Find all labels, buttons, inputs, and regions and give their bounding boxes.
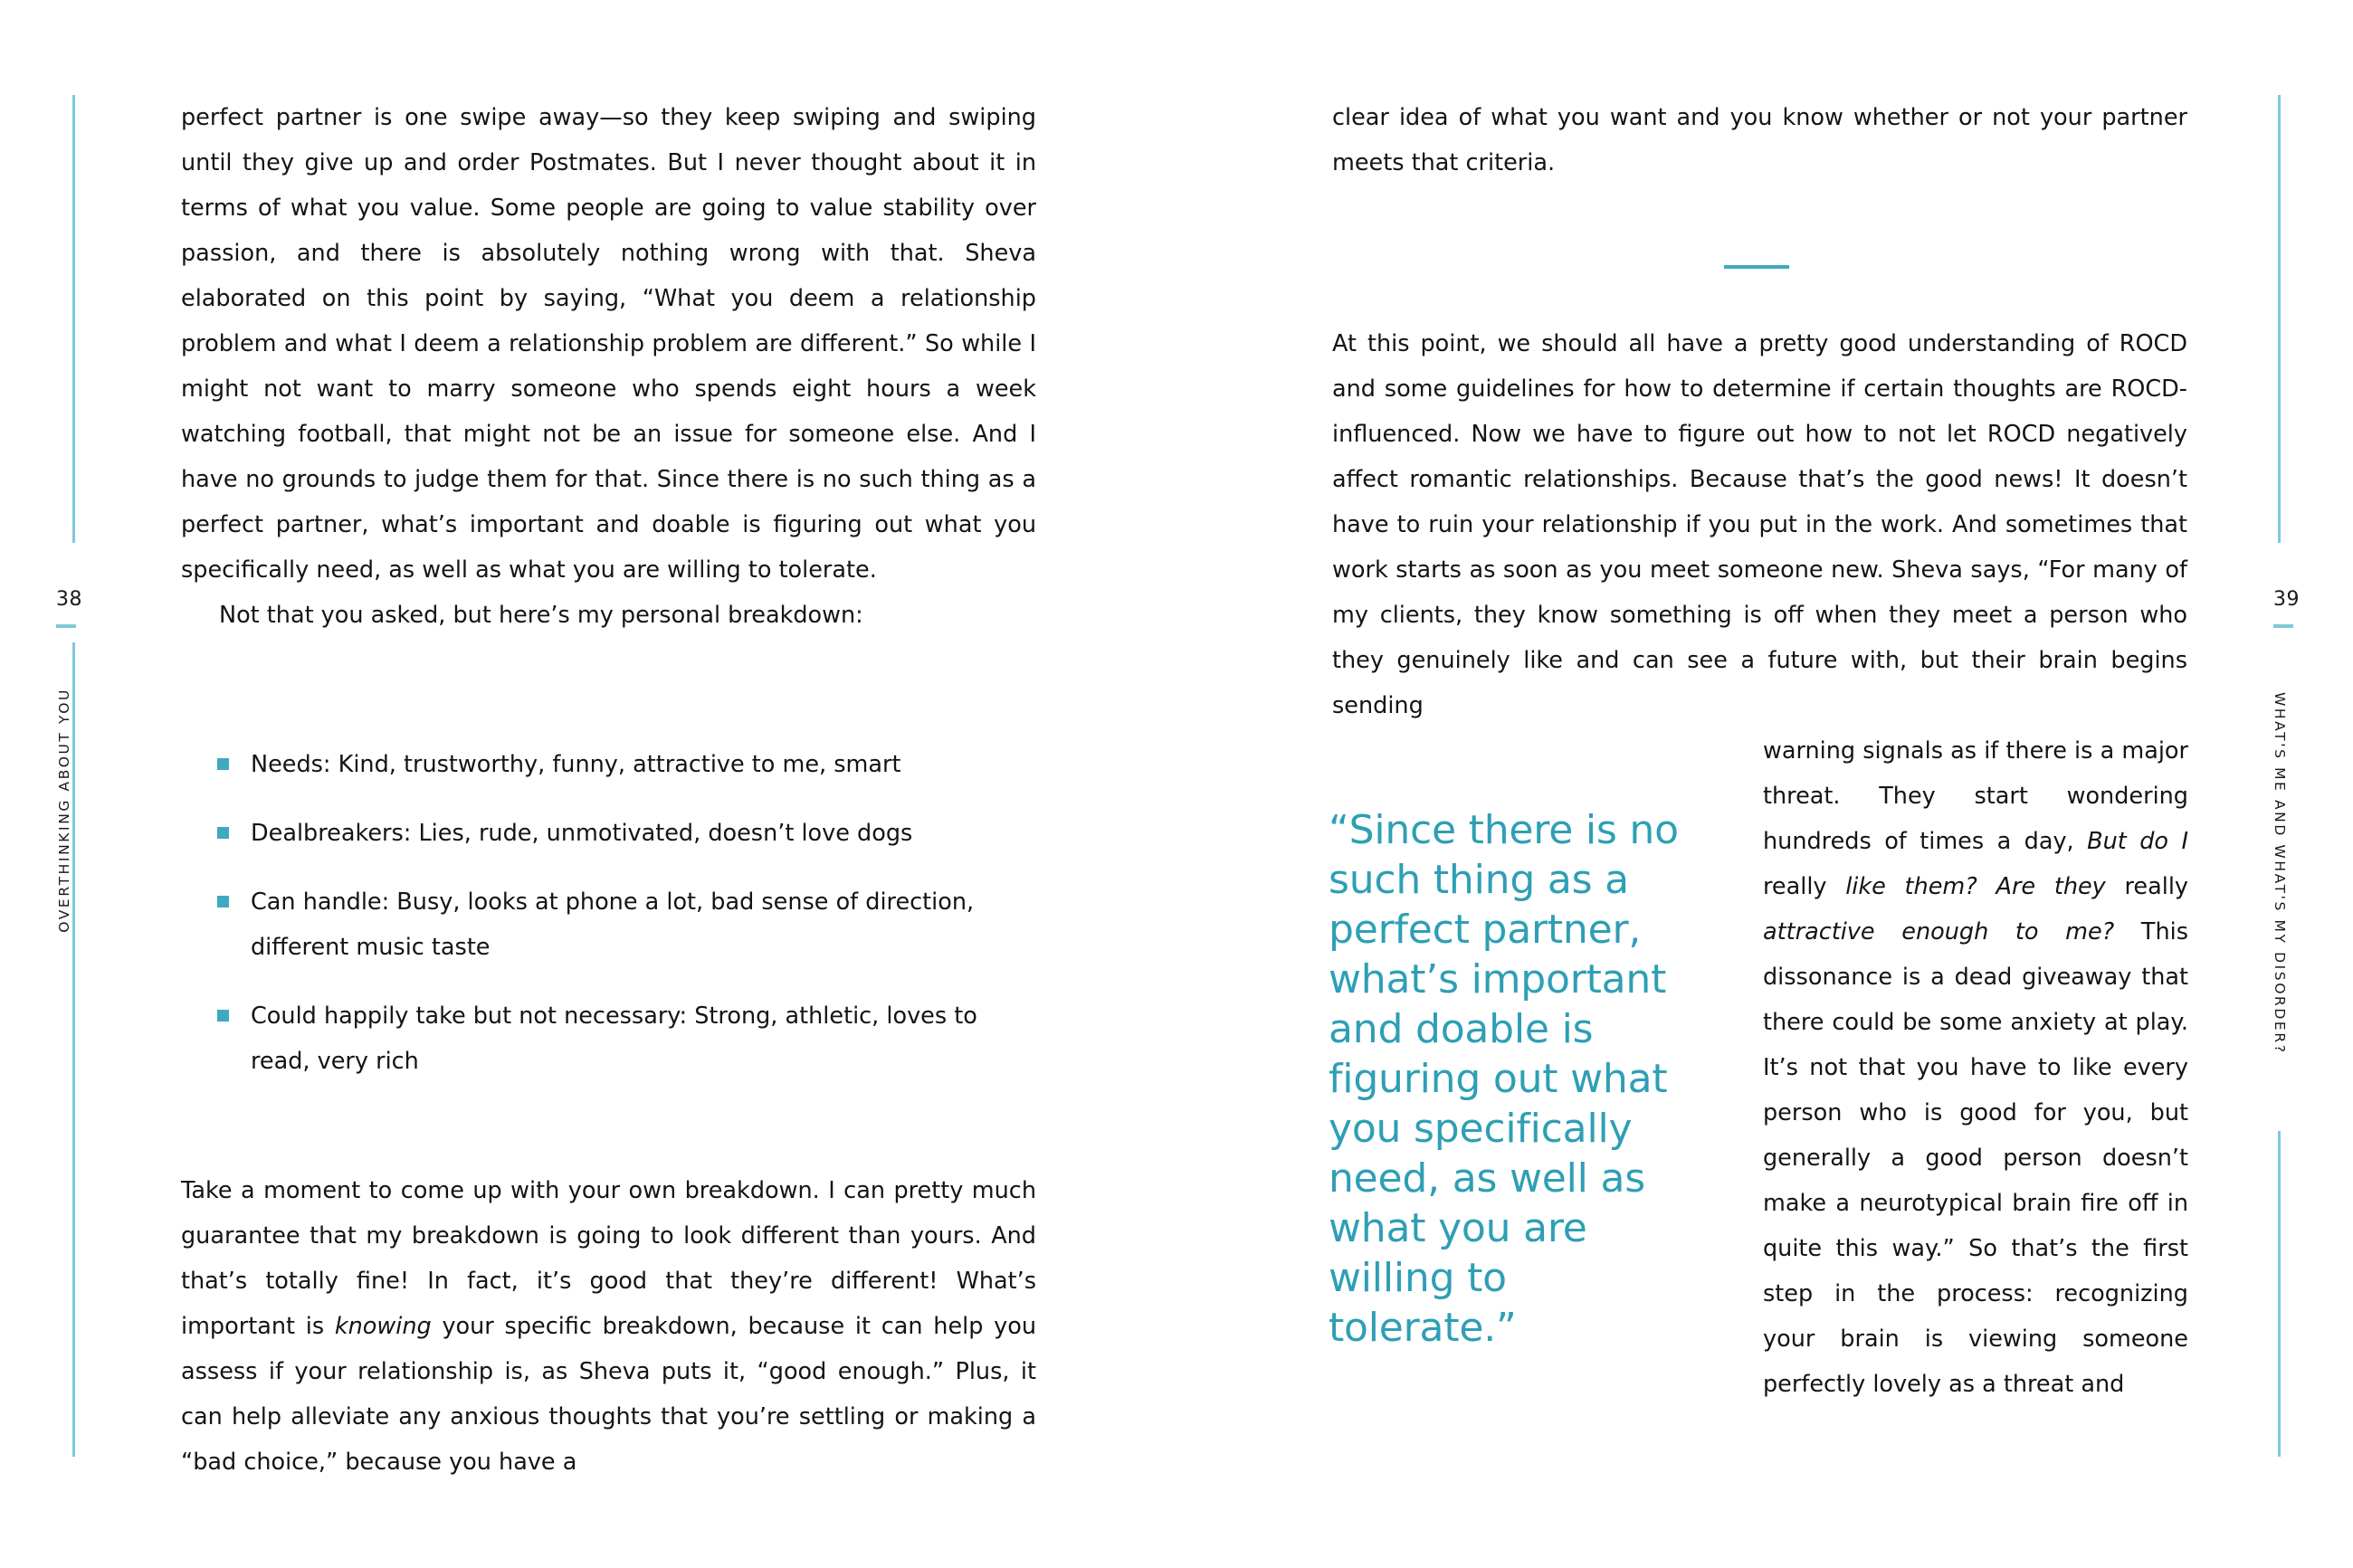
running-head-left: OVERTHINKING ABOUT YOU [56, 688, 72, 933]
list-item [217, 993, 1036, 1084]
right-page-body-narrow [1763, 728, 2188, 1407]
running-head-right: WHAT'S ME AND WHAT'S MY DISORDER? [2272, 692, 2288, 1055]
section-break-rule [1724, 265, 1789, 269]
page-number-right: 39 [2273, 588, 2300, 611]
list-item-label: Needs: Kind, trustworthy, funny, attractive to me, smart [251, 751, 901, 778]
paragraph-part: warning signals as if there is a major threat. They start wondering hundreds of times a day, [1763, 737, 2188, 855]
emphasis-like-them: like them? Are they [1845, 873, 2106, 900]
list-item-label: Could happily take but not necessary: Strong, athletic, loves to read, very rich [251, 1003, 977, 1075]
paragraph [181, 1168, 1036, 1485]
square-bullet-icon [217, 827, 229, 839]
pull-quote: “Since there is no such thing as a perfect partner, what’s important and doable is figuring out what you specifically need, as well as what you are willing to tolerate.” [1329, 807, 1679, 1351]
square-bullet-icon [217, 758, 229, 770]
paragraph-part: really [2105, 873, 2188, 900]
paragraph-part: Take a moment to come up with your own breakdown. I can pretty much guarantee that my breakdown is going to look different than yours. And that’s totally fine! In fact, it’s good that they’re different! What’s important is [181, 1176, 1036, 1340]
paragraph-part: This dissonance is a dead giveaway that there could be some anxiety at play. It’s not that you have to like every person who is good for you, but generally a good person doesn’t make a neurotypical brain fire off in quite this way.” So that’s the first step in the process: recognizing your brain is viewing someone perfectly lovely as a threat and [1763, 918, 2189, 1398]
page-number-right-dash [2273, 624, 2293, 628]
paragraph [1763, 728, 2188, 1407]
emphasis-knowing: knowing [334, 1312, 432, 1340]
paragraph: Not that you asked, but here’s my personal breakdown: [219, 602, 863, 629]
list-item-label: Dealbreakers: Lies, rude, unmotivated, doesn’t love dogs [251, 820, 913, 847]
left-page-body-top [181, 95, 1036, 638]
right-page-body-middle [1332, 321, 2187, 728]
square-bullet-icon [217, 896, 229, 908]
emphasis-but-do-i: But do I [2087, 828, 2188, 855]
right-page-rule-top [2278, 95, 2281, 543]
left-page-rule-top [72, 95, 75, 543]
right-page-body-top [1332, 95, 2187, 185]
list-item [217, 879, 1036, 970]
breakdown-list [217, 742, 1036, 1084]
list-item [217, 742, 1036, 787]
square-bullet-icon [217, 1010, 229, 1022]
paragraph: clear idea of what you want and you know whether or not your partner meets that criteria. [1332, 104, 2187, 176]
list-item [217, 811, 1036, 856]
paragraph: perfect partner is one swipe away—so they keep swiping and swiping until they give up and order Postmates. But I never thought about it in terms of what you value. Some people are going to value stability over passion, and there is absolutely nothing wrong with that. Sheva elaborated on this point by saying, “What you deem a relationship problem and what I deem a relationship problem are different.” So while I might not want to marry someone who spends eight hours a week watching football, that might not be an issue for someone else. And I have no grounds to judge them for that. Since there is no such thing as a perfect partner, what’s important and doable is figuring out what you specifically need, as well as what you are willing to tolerate. [181, 104, 1036, 584]
emphasis-attractive-enough: attractive enough to me? [1763, 918, 2115, 946]
right-page-rule-bottom [2278, 1131, 2281, 1457]
list-item-label: Can handle: Busy, looks at phone a lot, bad sense of direction, different music taste [251, 889, 975, 961]
paragraph-part: your specific breakdown, because it can help you assess if your relationship is, as Sheva puts it, “good enough.” Plus, it can help alleviate any anxious thoughts that you’re settling or making a “bad choice,” because you have a [181, 1312, 1037, 1476]
paragraph: At this point, we should all have a pretty good understanding of ROCD and some guidelines for how to determine if certain thoughts are ROCD-influenced. Now we have to figure out how to not let ROCD negatively affect romantic relationships. Because that’s the good news! It doesn’t have to ruin your relationship if you put in the work. And sometimes that work starts as soon as you meet someone new. Sheva says, “For many of my clients, they know something is off when they meet a person who they genuinely like and can see a future with, but their brain begins sending [1332, 330, 2187, 719]
left-page-rule-bottom [72, 642, 75, 1457]
paragraph-part: really [1763, 873, 1846, 900]
page-number-left-dash [56, 624, 76, 628]
left-page-body-bottom [181, 1145, 1036, 1507]
page-number-left: 38 [56, 588, 82, 611]
